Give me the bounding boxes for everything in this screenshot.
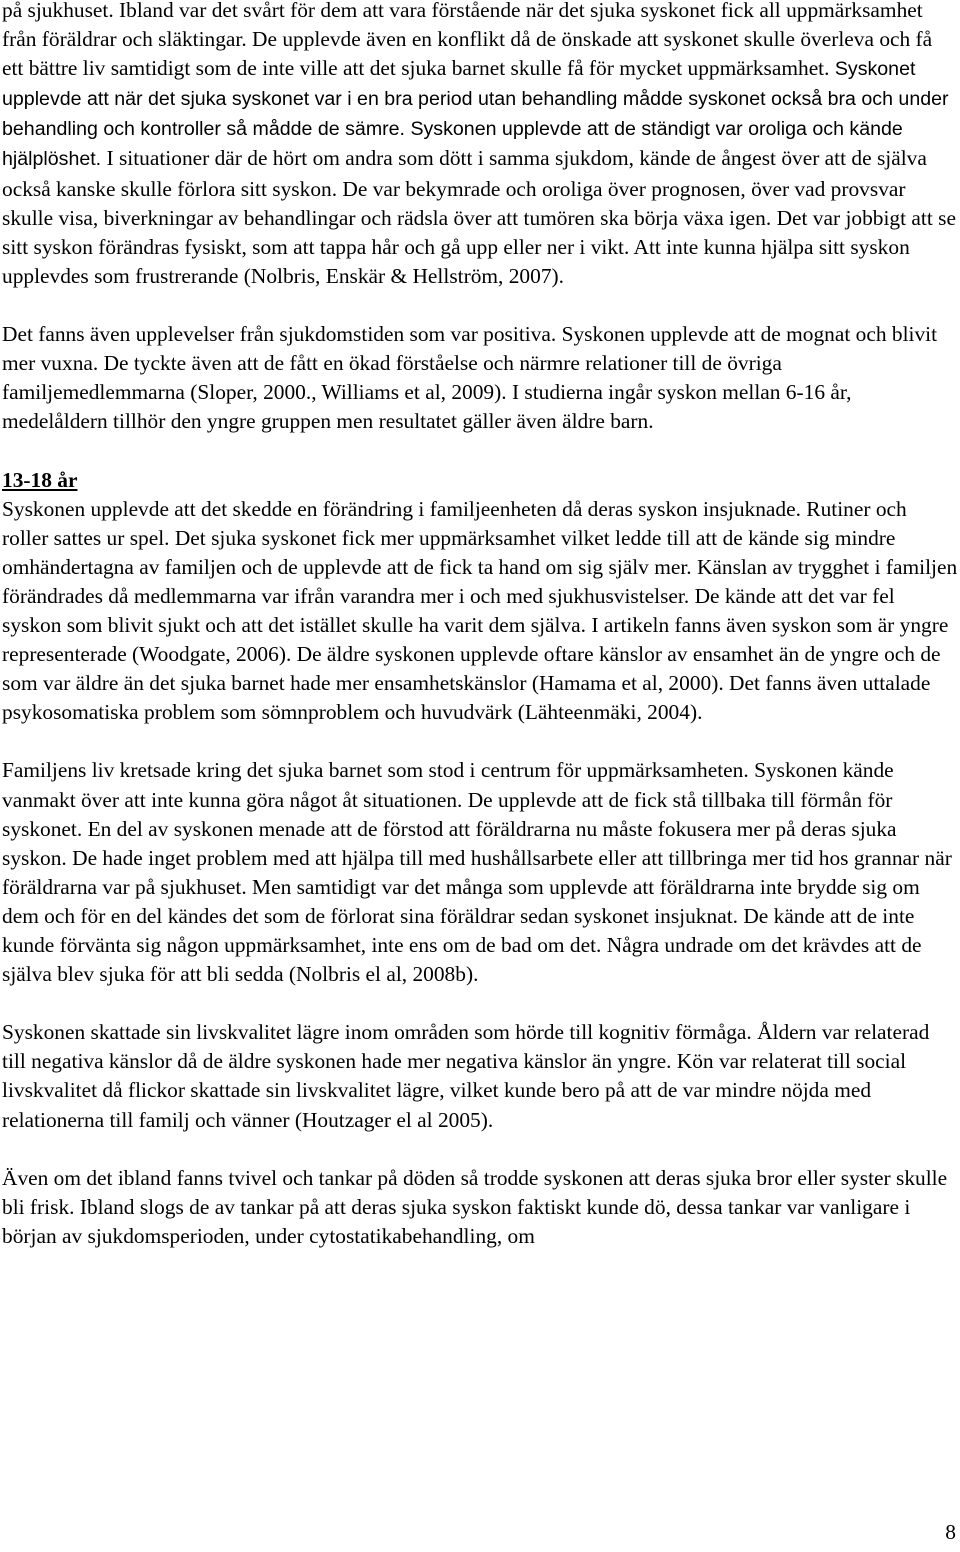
body-text: [2, 0, 958, 1251]
page-number: 8: [945, 1520, 956, 1544]
paragraph-3-text: Syskonen upplevde att det skedde en förändring i familjeenheten då deras syskon insjuknade. Rutiner och roller sattes ur spel. Det sjuka syskonet fick mer uppmärksamhet vilket ledde till att de kände sig mindre omhändertagna av familjen och de upplevde att de fick ta hand om sig själv mer. Känslan av trygghet i familjen förändrades då medlemmarna var ifrån varandra mer i och med sjukhusvistelser. De kände att det var fel syskon som blivit sjukt och att det istället skulle ha varit dem själva. I artikeln fanns även syskon som är yngre representerade (Woodgate, 2006). De äldre syskonen upplevde oftare känslor av ensamhet än de yngre och de som var äldre än det sjuka barnet hade mer ensamhetskänslor (Hamama et al, 2000). Det fanns även uttalade psykosomatiska problem som sömnproblem och huvudvärk (Lähteenmäki, 2004).: [2, 496, 958, 725]
paragraph-2: [2, 320, 958, 436]
paragraph-3: [2, 466, 958, 728]
paragraph-4-text: Familjens liv kretsade kring det sjuka barnet som stod i centrum för uppmärksamheten. Syskonen kände vanmakt över att inte kunna göra något åt situationen. De upplevde att de fick stå tillbaka till förmån för syskonet. En del av syskonen menade att de förstod att föräldrarna nu måste fokusera mer på deras sjuka syskon. De hade inget problem med att hjälpa till med hushållsarbete eller att tillbringa mer tid hos grannar när föräldrarna var på sjukhuset. Men samtidigt var det många som upplevde att föräldrarna inte brydde sig om dem och för en del kändes det som de förlorat sina föräldrar sedan syskonet insjuknat. De kände att de inte kunde förvänta sig någon uppmärksamhet, inte ens om de bad om det. Några undrade om det krävdes att de själva blev sjuka för att bli sedda (Nolbris el al, 2008b).: [2, 758, 952, 987]
section-heading: 13-18 år: [2, 467, 78, 492]
paragraph-2-text: Det fanns även upplevelser från sjukdomstiden som var positiva. Syskonen upplevde att de mognat och blivit mer vuxna. De tyckte även att de fått en ökad förståelse och närmre relationer till de övriga familjemedlemmarna (Sloper, 2000., Williams et al, 2009). I studierna ingår syskon mellan 6-16 år, medelåldern tillhör den yngre gruppen men resultatet gäller även äldre barn.: [2, 322, 938, 434]
paragraph-4: [2, 756, 958, 989]
paragraph-6: [2, 1164, 958, 1251]
paragraph-1-part-2: Syskonet upplevde att när det sjuka syskonet var i en bra period utan behandling mådde syskonet också bra och under behandling och kontroller så mådde de sämre. Syskonen upplevde att de ständigt var oroliga och kände hjälplöshet.: [2, 58, 949, 171]
paragraph-1-part-3: I situationer där de hört om andra som dött i samma sjukdom, kände de ångest över att de själva också kanske skulle förlora sitt syskon. De var bekymrade och oroliga över prognosen, över vad provsvar skulle visa, biverkningar av behandlingar och rädsla över att tumören ska börja växa igen. Det var jobbigt att se sitt syskon förändras fysiskt, som att tappa hår och gå upp eller ner i vikt. Att inte kunna hjälpa sitt syskon upplevdes som frustrerande (Nolbris, Enskär & Hellström, 2007).: [2, 146, 956, 288]
paragraph-1: [2, 0, 958, 291]
paragraph-5: [2, 1018, 958, 1134]
paragraph-1-part-1: på sjukhuset. Ibland var det svårt för dem att vara förstående när det sjuka syskonet fick all uppmärksamhet från föräldrar och släktingar. De upplevde även en konflikt då de önskade att syskonet skulle överleva och få ett bättre liv samtidigt som de inte ville att det sjuka barnet skulle få för mycket uppmärksamhet.: [2, 0, 933, 81]
paragraph-5-text: Syskonen skattade sin livskvalitet lägre inom områden som hörde till kognitiv förmåga. Åldern var relaterad till negativa känslor då de äldre syskonen hade mer negativa känslor än yngre. Kön var relaterat till social livskvalitet då flickor skattade sin livskvalitet lägre, vilket kunde bero på att de var mindre nöjda med relationerna till familj och vänner (Houtzager el al 2005).: [2, 1020, 930, 1132]
paragraph-6-text: Även om det ibland fanns tvivel och tankar på döden så trodde syskonen att deras sjuka bror eller syster skulle bli frisk. Ibland slogs de av tankar på att deras sjuka syskon faktiskt kunde dö, dessa tankar var vanligare i början av sjukdomsperioden, under cytostatikabehandling, om: [2, 1165, 948, 1248]
